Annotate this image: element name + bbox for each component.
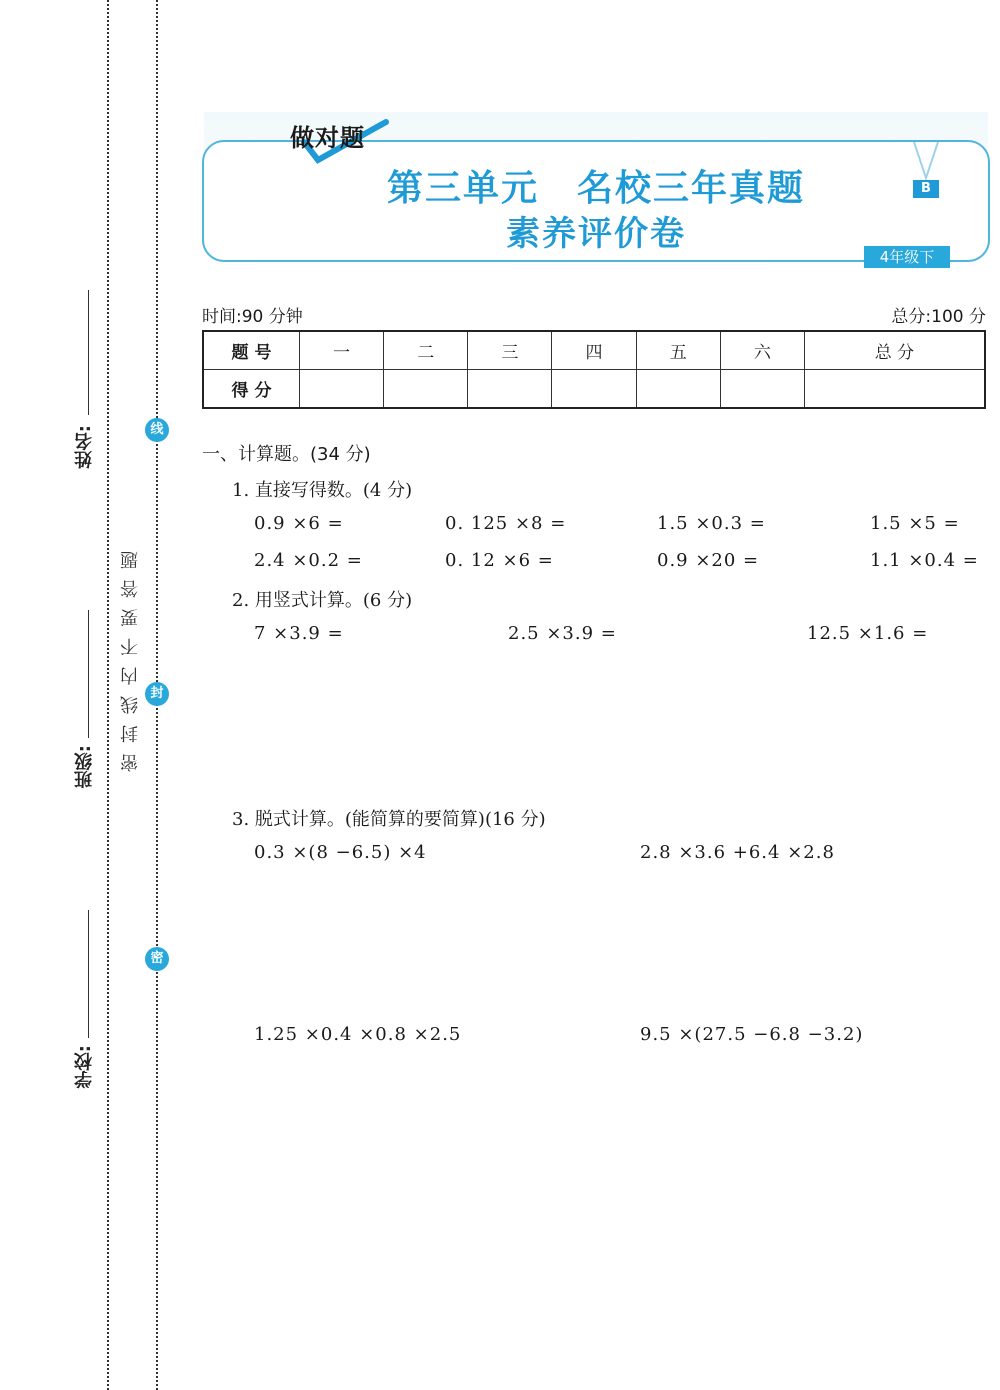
- score-table: [202, 330, 986, 409]
- school-label: 学校:: [74, 1045, 95, 1089]
- brand-logo: 做对题: [290, 124, 365, 152]
- score-table-header-cell: 一: [300, 331, 384, 370]
- binding-dotted-line-outer: [107, 0, 109, 1390]
- badge-ribbon-icon: [910, 142, 942, 182]
- q1-item: 0. 125 ×8 =: [445, 513, 567, 534]
- question-1-title: 1. 直接写得数。(4 分): [232, 480, 413, 501]
- q3-item: 2.8 ×3.6 +6.4 ×2.8: [640, 842, 835, 863]
- exam-total-score: 总分:100 分: [891, 307, 986, 327]
- grade-tag: 4年级下: [864, 246, 950, 268]
- score-cell[interactable]: [720, 370, 804, 409]
- score-table-score-row: [203, 370, 985, 409]
- score-table-header-cell: 六: [720, 331, 804, 370]
- q1-item: 1.5 ×5 =: [870, 513, 960, 534]
- page-title: 第三单元 名校三年真题: [386, 168, 805, 209]
- page-subtitle: 素养评价卷: [506, 214, 686, 254]
- score-table-header-cell: 四: [552, 331, 636, 370]
- score-table-header-row: [203, 331, 985, 370]
- q1-item: 0.9 ×20 =: [657, 550, 760, 571]
- name-label: 姓名:: [74, 425, 95, 469]
- q2-item: 12.5 ×1.6 =: [807, 623, 929, 644]
- version-badge: B: [913, 180, 939, 198]
- score-cell[interactable]: [300, 370, 384, 409]
- score-table-header-cell: 三: [468, 331, 552, 370]
- score-row-label: 得 分: [203, 370, 300, 409]
- q3-item: 9.5 ×(27.5 −6.8 −3.2): [640, 1024, 864, 1045]
- score-cell[interactable]: [804, 370, 985, 409]
- name-fill-line[interactable]: [88, 290, 89, 415]
- seal-warning-text: 密封线内不要答题: [120, 540, 141, 772]
- question-3-title: 3. 脱式计算。(能简算的要简算)(16 分): [232, 809, 546, 830]
- score-table-header-cell: 二: [384, 331, 468, 370]
- class-label: 班级:: [74, 745, 95, 789]
- score-cell[interactable]: [384, 370, 468, 409]
- score-table-header-cell: 总 分: [804, 331, 985, 370]
- score-cell[interactable]: [468, 370, 552, 409]
- q3-item: 0.3 ×(8 −6.5) ×4: [254, 842, 427, 863]
- q1-item: 1.5 ×0.3 =: [657, 513, 766, 534]
- exam-time: 时间:90 分钟: [202, 307, 303, 327]
- question-2-title: 2. 用竖式计算。(6 分): [232, 590, 413, 611]
- q2-item: 7 ×3.9 =: [254, 623, 344, 644]
- score-table-header-cell: 五: [636, 331, 720, 370]
- class-fill-line[interactable]: [88, 610, 89, 738]
- q2-item: 2.5 ×3.9 =: [508, 623, 617, 644]
- seal-seal-marker: 封: [145, 682, 169, 706]
- section-heading: 一、计算题。(34 分): [202, 444, 371, 465]
- school-fill-line[interactable]: [88, 910, 89, 1038]
- q1-item: 1.1 ×0.4 =: [870, 550, 979, 571]
- score-table-header-cell: 题 号: [203, 331, 300, 370]
- q1-item: 2.4 ×0.2 =: [254, 550, 363, 571]
- score-cell[interactable]: [636, 370, 720, 409]
- score-cell[interactable]: [552, 370, 636, 409]
- seal-secret-marker: 密: [145, 947, 169, 971]
- q3-item: 1.25 ×0.4 ×0.8 ×2.5: [254, 1024, 462, 1045]
- q1-item: 0. 12 ×6 =: [445, 550, 554, 571]
- q1-item: 0.9 ×6 =: [254, 513, 344, 534]
- seal-line-marker: 线: [145, 418, 169, 442]
